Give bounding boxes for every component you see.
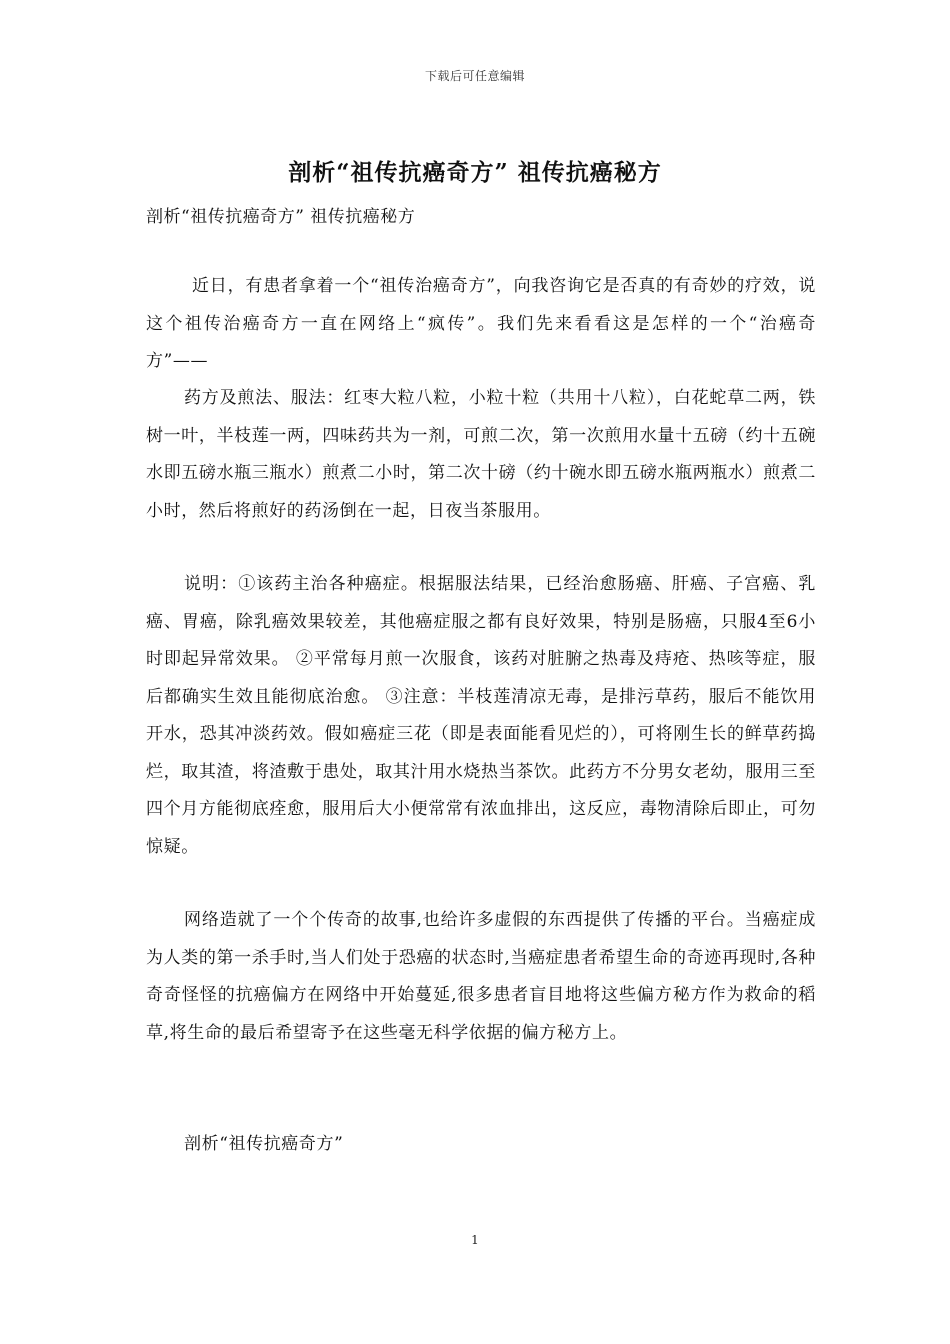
header-note: 下载后可任意编辑 xyxy=(424,69,525,83)
document-title: 剖析“祖传抗癌奇方” 祖传抗癌秘方 xyxy=(288,159,662,186)
page-number: 1 xyxy=(471,1233,479,1247)
document-subtitle: 剖析“祖传抗癌奇方” 祖传抗癌秘方 xyxy=(146,207,416,227)
section-heading-analysis: 剖析“祖传抗癌奇方” xyxy=(184,1134,344,1154)
paragraph-intro: 近日，有患者拿着一个“祖传治癌奇方”，向我咨询它是否真的有奇妙的疗效，说这个祖传治癌奇方一直在网络上“疯传”。我们先来看看这是怎样的一个“治癌奇方”—— xyxy=(146,276,816,371)
paragraph-internet-commentary: 网络造就了一个个传奇的故事,也给许多虚假的东西提供了传播的平台。当癌症成为人类的第一杀手时,当人们处于恐癌的状态时,当癌症患者希望生命的奇迹再现时,各种奇奇怪怪的抗癌偏方在网络中开始蔓延,很多患者盲目地将这些偏方秘方作为救命的稻草,将生命的最后希望寄予在这些毫无科学依据的偏方秘方上。 xyxy=(146,910,816,1043)
paragraph-prescription: 药方及煎法、服法：红枣大粒八粒，小粒十粒（共用十八粒），白花蛇草二两，铁树一叶，半枝莲一两，四味药共为一剂，可煎二次，第一次煎用水量十五磅（约十五碗水即五磅水瓶三瓶水）煎煮二小时，第二次十磅（约十碗水即五磅水瓶两瓶水）煎煮二小时，然后将煎好的药汤倒在一起，日夜当茶服用。 xyxy=(146,388,816,521)
paragraph-explanation: 说明：①该药主治各种癌症。根据服法结果，已经治愈肠癌、肝癌、子宫癌、乳癌、胃癌，除乳癌效果较差，其他癌症服之都有良好效果，特别是肠癌，只服4至6小时即起异常效果。 ②平常每月煎一次服食，该药对脏腑之热毒及痔疮、热咳等症，服后都确实生效且能彻底治愈。 ③注意：半枝莲清凉无毒，是排污草药，服后不能饮用开水，恐其冲淡药效。假如癌症三花（即是表面能看见烂的），可将刚生长的鲜草药捣烂，取其渣，将渣敷于患处，取其汁用水烧热当茶饮。此药方不分男女老幼，服用三至四个月方能彻底痊愈，服用后大小便常常有浓血排出，这反应，毒物清除后即止，可勿惊疑。 xyxy=(146,574,816,857)
